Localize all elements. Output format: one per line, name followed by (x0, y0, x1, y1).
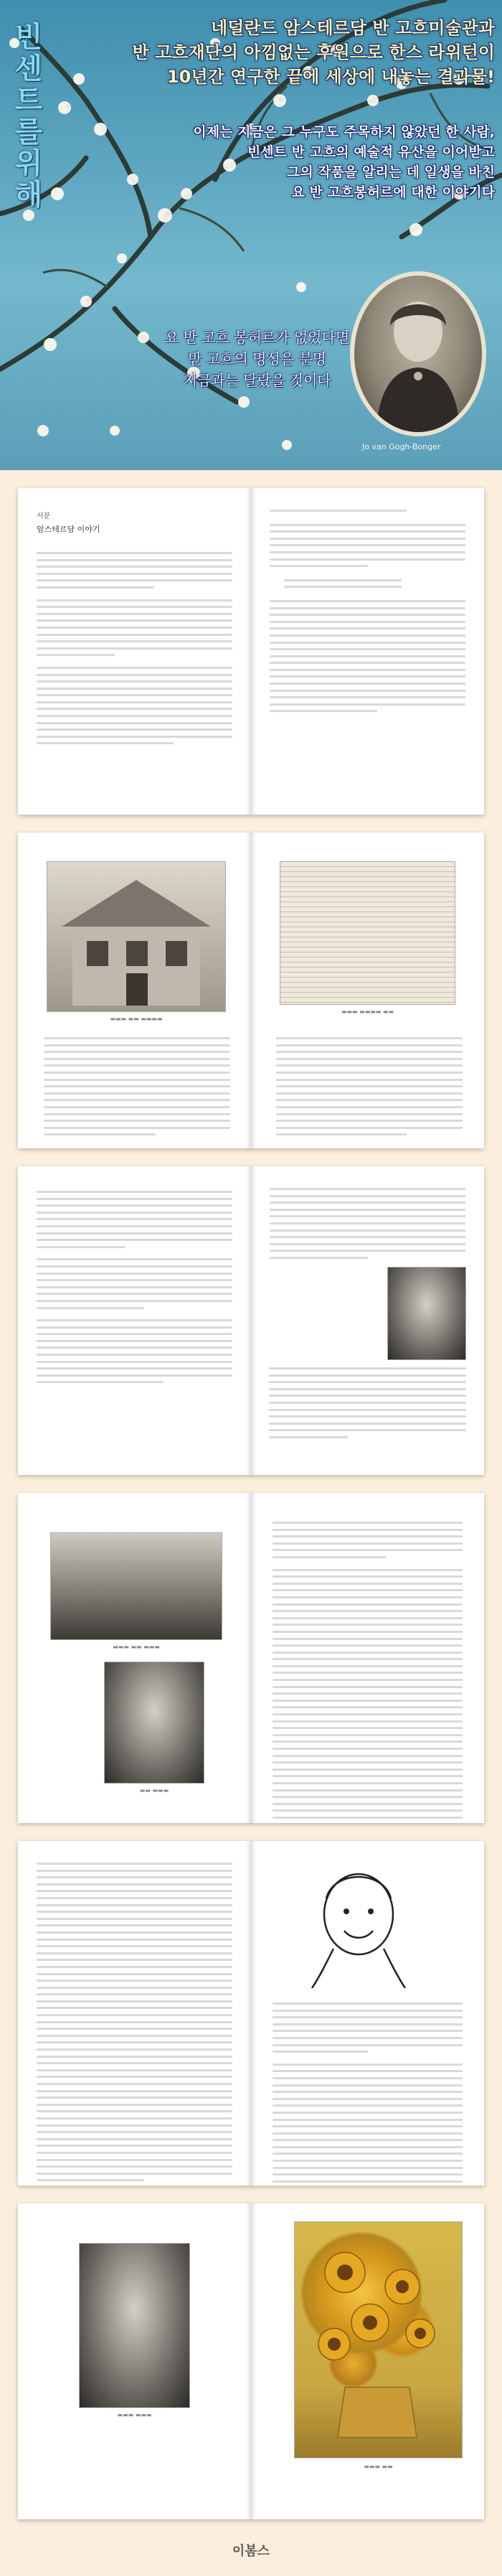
book-spread-5 (18, 1841, 484, 2186)
portrait-caption: Jo van Gogh-Bonger (362, 442, 441, 451)
spread-1-right-page (251, 488, 484, 815)
spread-4-right-text (273, 1522, 463, 1823)
subheadline-line-3: 그의 작품을 알리는 데 일생을 바친 (286, 164, 495, 180)
subheadline-line-1: 이제는 지금은 그 누구도 주목하지 않았던 한 사람, (193, 124, 495, 140)
woman-hat-photo (104, 1662, 204, 1784)
book-spread-6 (18, 2203, 484, 2519)
book-spread-3 (18, 1166, 484, 1475)
quote-line-1: 요 반 고흐 봉허르가 없었다면 (165, 329, 350, 346)
handwritten-letter-image (280, 861, 455, 1005)
pull-quote (165, 327, 349, 391)
book-spread-2 (18, 833, 484, 1148)
spread-5-left-page (18, 1841, 251, 2186)
headline-line-2: 반 고흐재단의 아낌없는 후원으로 한스 라위턴이 (132, 42, 495, 62)
woman-photo-caption: ▬▬ ▬▬▬ (139, 1787, 169, 1794)
woman-child-photo (79, 2243, 190, 2408)
headline-line-1: 네덜란드 암스테르담 반 고흐미술관과 (210, 18, 495, 38)
publisher-logo: 이봄스 (232, 2544, 270, 2559)
spread-3-right-lower-text (269, 1367, 466, 1443)
hero-banner (0, 0, 502, 470)
chapter-label: 서문 (37, 512, 51, 520)
headline-line-3: 10년간 연구한 끝에 세상에 내놓는 결과물! (166, 67, 495, 87)
book-spread-4 (18, 1493, 484, 1823)
body-text-block (37, 552, 232, 744)
quote-line-3: 지금과는 달랐을 것이다 (183, 372, 331, 389)
man-portrait-photo (387, 1267, 466, 1360)
chapter-title: 암스테르담 이야기 (37, 525, 100, 534)
spread-5-right-text (273, 2003, 463, 2186)
spread-1-left-page (18, 488, 251, 815)
face-sketch-drawing (305, 1863, 412, 1988)
old-photo-caption: ▬▬▬ ▬▬▬ (117, 2412, 152, 2418)
jo-portrait-photo (350, 271, 486, 436)
house-photo-caption: ▬▬▬ ▬▬ ▬▬▬▬ (110, 1016, 163, 1022)
interior-room-photo (50, 1532, 222, 1640)
headline (133, 16, 495, 89)
house-photo (47, 861, 226, 1012)
spread-2-left-text (44, 1037, 230, 1141)
subheadline (193, 122, 495, 202)
room-photo-caption: ▬▬▬ ▬▬ ▬▬▬ (113, 1644, 160, 1650)
letter-caption: ▬▬▬ ▬▬▬▬ ▬▬ (341, 1008, 394, 1015)
subheadline-line-2: 빈센트 반 고흐의 예술적 유산을 이어받고 (247, 144, 495, 160)
painting-caption: ▬▬▬ ▬▬ (364, 2463, 393, 2470)
vertical-book-title: 빈센트를위해 (14, 20, 43, 212)
spread-2-right-text (276, 1037, 463, 1141)
subheadline-line-4: 요 반 고흐봉허르에 대한 이야기다 (291, 184, 495, 200)
spread-3-left-page (18, 1166, 251, 1475)
quote-line-2: 반 고흐의 명성은 분명 (188, 350, 327, 367)
book-spread-1 (18, 488, 484, 815)
sunflowers-painting (294, 2221, 463, 2458)
